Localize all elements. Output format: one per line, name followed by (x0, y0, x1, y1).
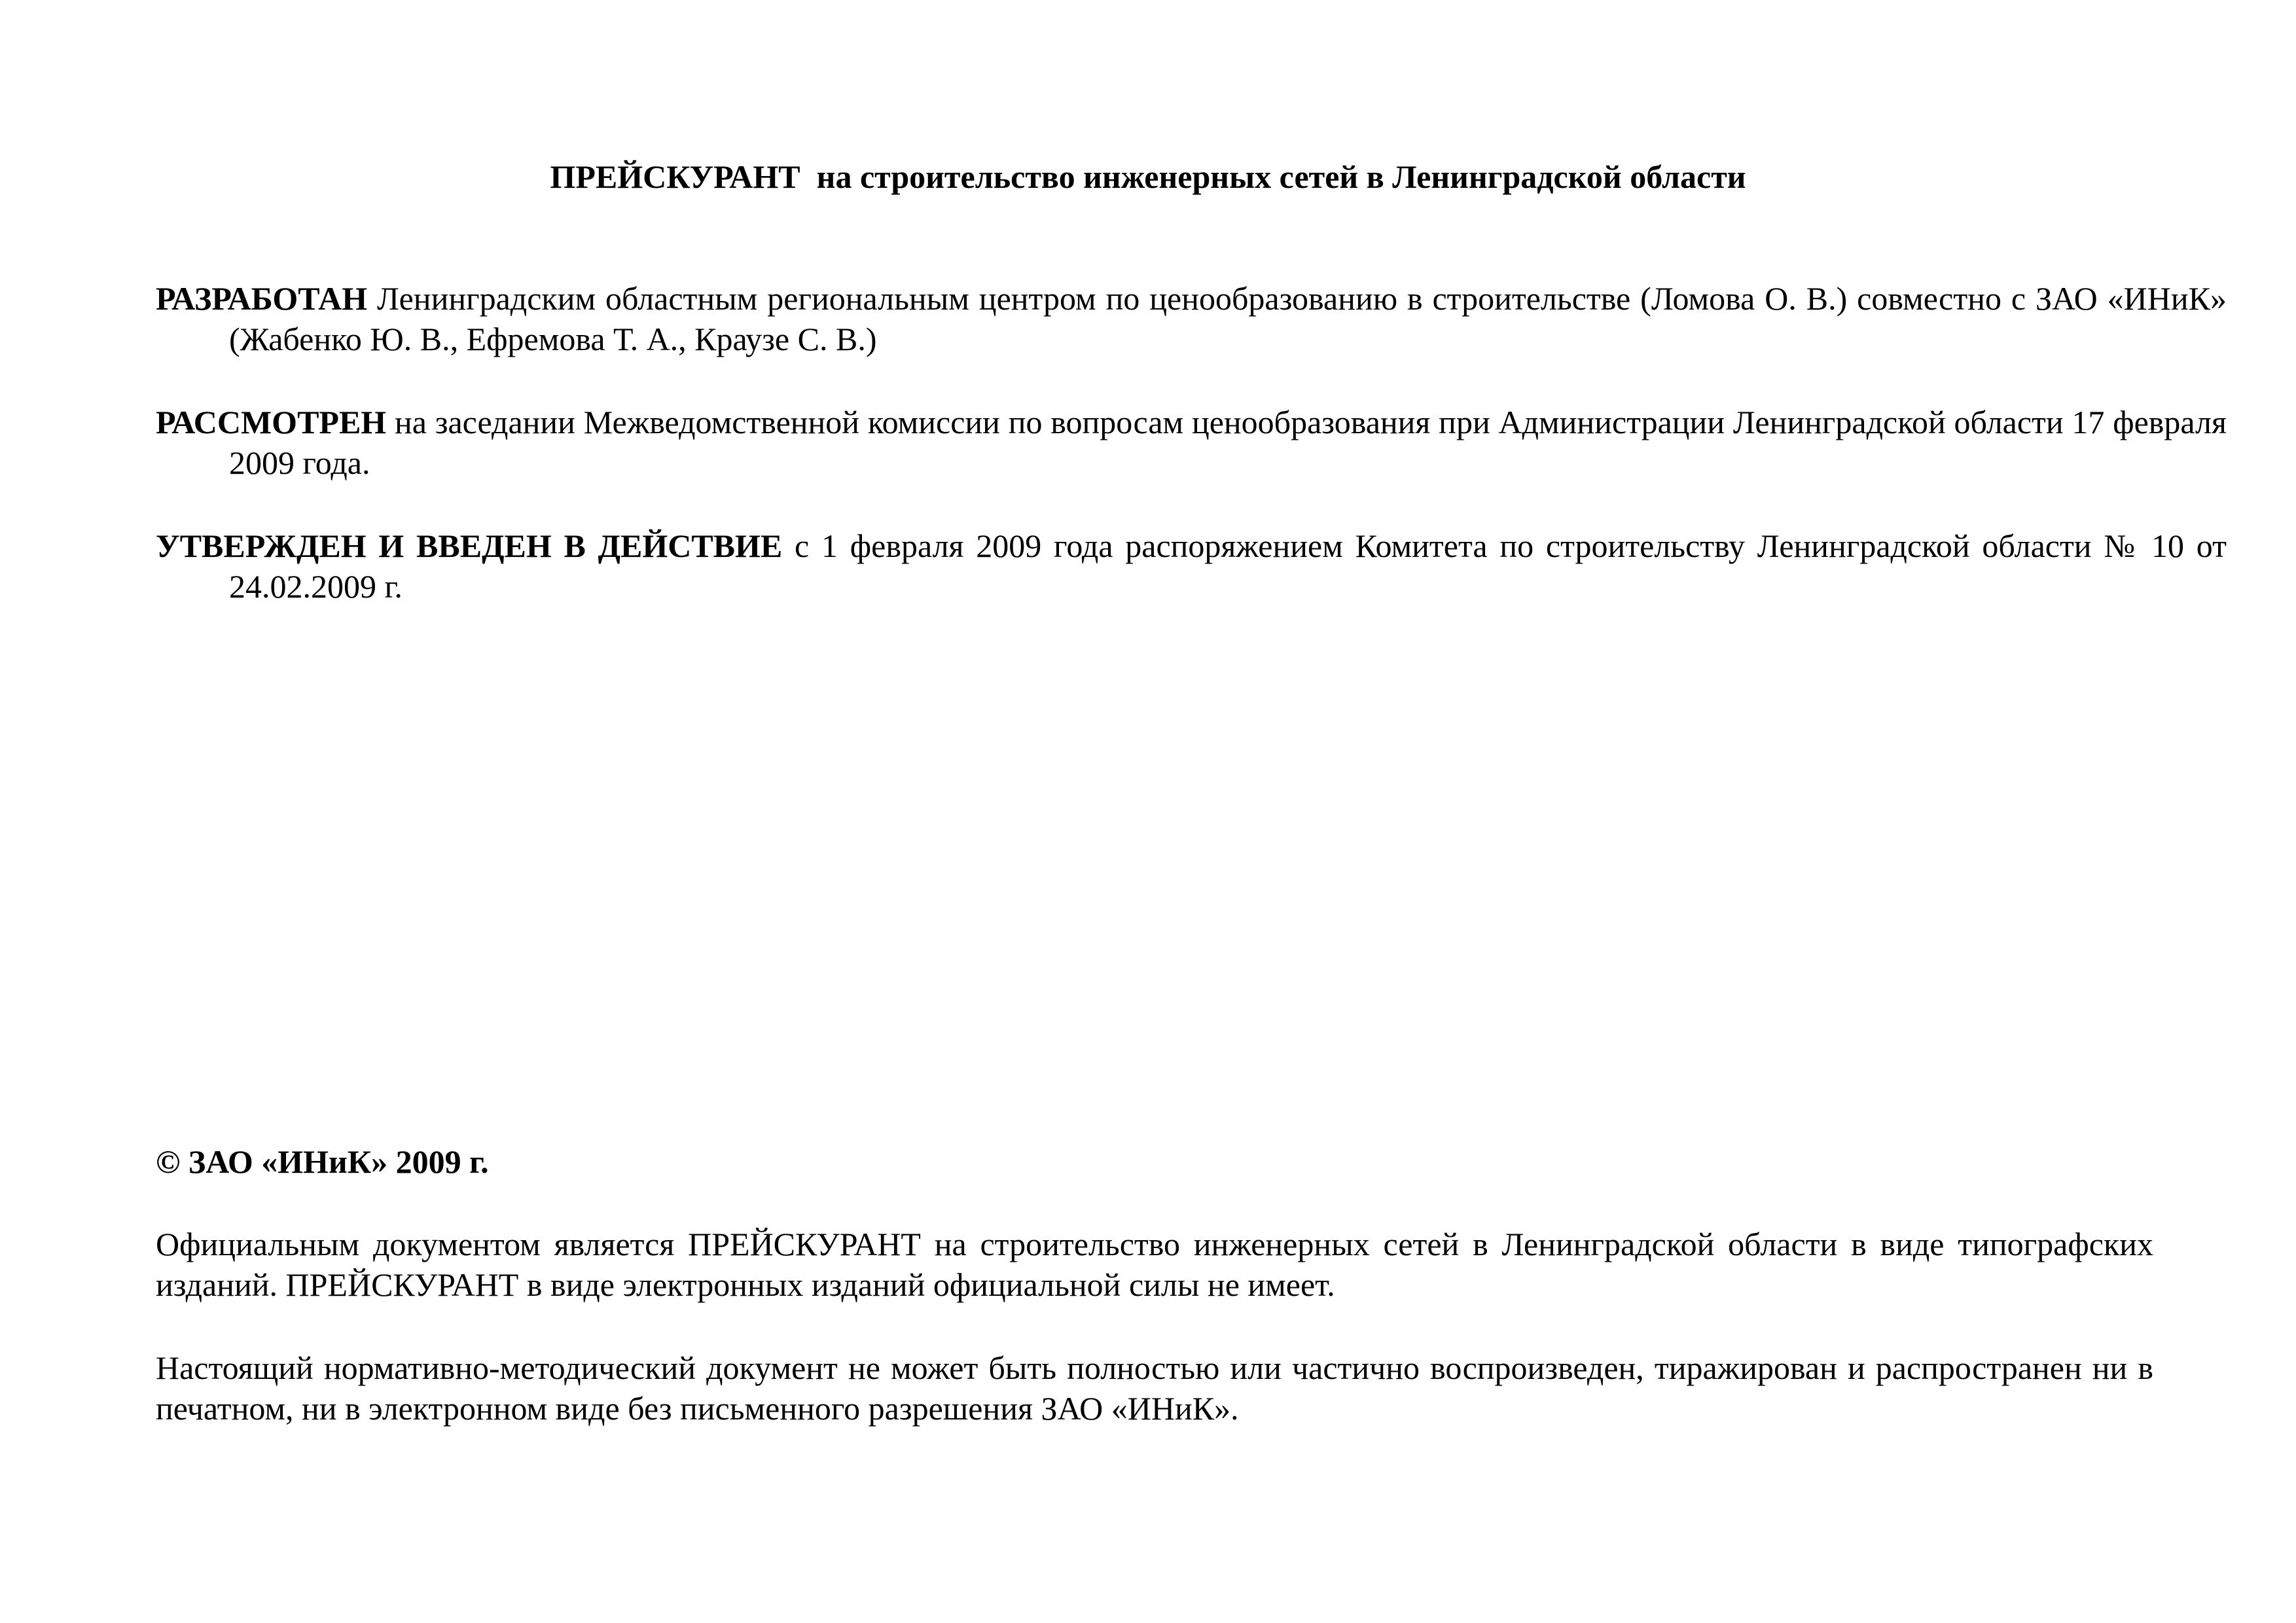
developed-text: Ленинградским областным региональным центром по ценообразованию в строительстве (Ломова О. В.) совместно с ЗАО «ИНиК» (Жабенко Ю. В., Ефремова Т. А., Краузе С. В.) (229, 280, 2227, 357)
reviewed-paragraph (156, 402, 2227, 483)
reproduction-notice-paragraph: Настоящий нормативно-методический документ не может быть полностью или частично воспроизведен, тиражирован и распространен ни в печатном, ни в электронном виде без письменного разрешения ЗАО «ИНиК». (156, 1349, 2153, 1427)
document-title: ПРЕЙСКУРАНТ на строительство инженерных сетей в Ленинградской области (550, 158, 1746, 195)
developed-label: РАЗРАБОТАН (156, 280, 368, 317)
approved-label: УТВЕРЖДЕН И ВВЕДЕН В ДЕЙСТВИЕ (156, 527, 783, 564)
developed-paragraph (156, 278, 2227, 359)
reviewed-label: РАССМОТРЕН (156, 404, 387, 440)
copyright-line: © ЗАО «ИНиК» 2009 г. (156, 1143, 489, 1180)
reviewed-text: на заседании Межведомственной комиссии по вопросам ценообразования при Администрации Ленинградской области 17 февраля 2009 года. (229, 404, 2227, 481)
approved-text: с 1 февраля 2009 года распоряжением Комитета по строительству Ленинградской области № 10 от 24.02.2009 г. (229, 527, 2227, 605)
approved-paragraph (156, 526, 2227, 607)
official-notice-paragraph: Официальным документом является ПРЕЙСКУРАНТ на строительство инженерных сетей в Ленинградской области в виде типографских изданий. ПРЕЙСКУРАНТ в виде электронных изданий официальной силы не имеет. (156, 1226, 2153, 1303)
